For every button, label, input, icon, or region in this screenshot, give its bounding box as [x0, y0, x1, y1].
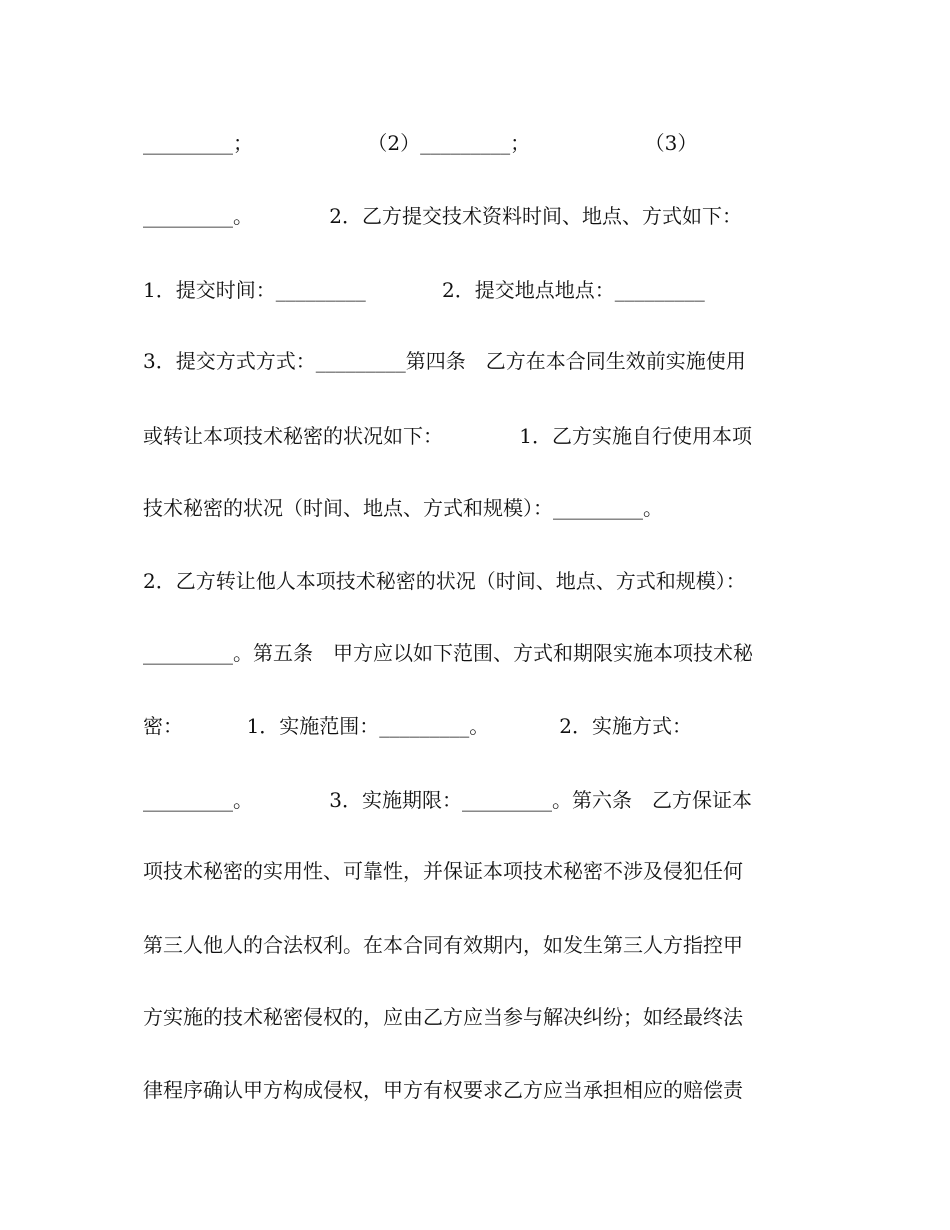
- text-line: 项技术秘密的实用性、可靠性，并保证本项技术秘密不涉及侵犯任何: [143, 859, 743, 883]
- text-line: 律程序确认甲方构成侵权，甲方有权要求乙方应当承担相应的赔偿责: [143, 1078, 743, 1102]
- text-line: 或转让本项技术秘密的状况如下： 1．乙方实施自行使用本项: [143, 424, 753, 448]
- text-line: _________； （2）_________； （3）: [143, 131, 698, 155]
- text-line: _________。 2．乙方提交技术资料时间、地点、方式如下：: [143, 204, 743, 228]
- text-line: _________。 3．实施期限：_________。第六条 乙方保证本: [143, 788, 753, 812]
- text-line: 方实施的技术秘密侵权的，应由乙方应当参与解决纠纷；如经最终法: [143, 1005, 743, 1029]
- text-line: 密： 1．实施范围：_________。 2．实施方式：: [143, 714, 692, 738]
- text-line: 第三人他人的合法权利。在本合同有效期内，如发生第三人方指控甲: [143, 933, 743, 957]
- text-line: 1．提交时间：_________ 2．提交地点地点：_________: [143, 278, 705, 302]
- text-line: 技术秘密的状况（时间、地点、方式和规模）：_________。: [143, 496, 663, 520]
- text-line: _________。第五条 甲方应以如下范围、方式和期限实施本项技术秘: [143, 641, 753, 665]
- text-line: 2．乙方转让他人本项技术秘密的状况（时间、地点、方式和规模）：: [143, 569, 746, 593]
- text-line: 3．提交方式方式：_________第四条 乙方在本合同生效前实施使用: [143, 349, 746, 373]
